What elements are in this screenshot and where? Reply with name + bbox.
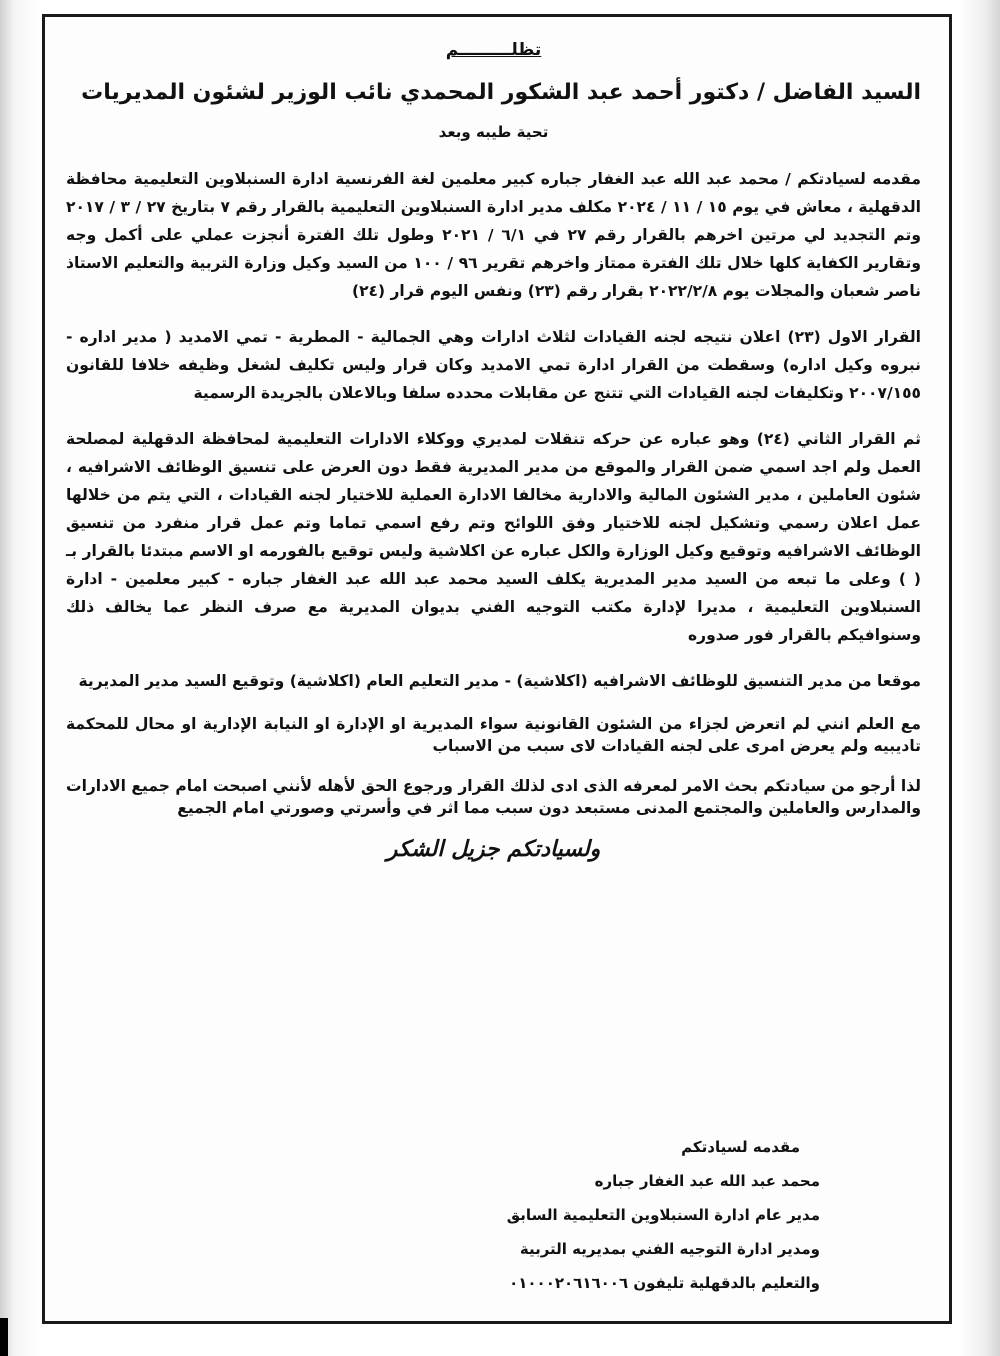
paragraph-signatures: موقعا من مدير التنسيق للوظائف الاشرافيه (اكلاشية) - مدير التعليم العام (اكلاشية) وتوقيع السيد مدير المديرية: [78, 672, 921, 690]
closing-thanks: ولسيادتكم جزيل الشكر: [386, 837, 601, 862]
signature-phone: والتعليم بالدقهلية تليفون ٠١٠٠٠٢٠٦١٦٠٠٦: [509, 1274, 820, 1292]
greeting-line: تحية طيبه وبعد: [438, 123, 549, 141]
addressee-line: السيد الفاضل / دكتور أحمد عبد الشكور المحمدي نائب الوزير لشئون المديريات: [81, 80, 921, 105]
paragraph-intro: مقدمه لسيادتكم / محمد عبد الله عبد الغفار جباره كبير معلمين لغة الفرنسية ادارة السنبلاوين التعليمية محافظة الدقهلية ، معاش في يوم ١٥ / ١١ / ٢٠٢٤ مكلف مدير ادارة السنبلاوين التعليمية بالقرار رقم ٧ بتاريخ ٢٧ / ٣ / ٢٠١٧ وتم التجديد لي مرتين اخرهم بالقرار رقم ٢٧ في ٦/١ / ٢٠٢١ وطول تلك الفترة أنجزت عملي على أكمل وجه وتقارير الكفاية كلها خلال تلك الفترة ممتاز واخرهم تقرير ٩٦ / ١٠٠ من السيد وكيل وزارة التربية والتعليم الاستاذ ناصر شعبان والمجلات يوم ٢٠٢٢/٢/٨ بقرار رقم (٢٣) ونفس اليوم قرار (٢٤): [66, 170, 921, 300]
scan-edge-mark: [0, 1318, 8, 1356]
letter-body: [66, 40, 921, 876]
signature-title-1: مدير عام ادارة السنبلاوين التعليمية السابق: [506, 1206, 820, 1224]
paragraph-no-penalty: مع العلم انني لم اتعرض لجزاء من الشئون القانونية سواء المديرية او الإدارة او النيابة الإدارية او محال للمحكمة تاديبيه ولم يعرض امرى على لجنه القيادات لاى سبب من الاسباب: [66, 715, 921, 755]
signature-block: [500, 1130, 820, 1300]
signature-submitted-by: مقدمه لسيادتكم: [681, 1138, 800, 1156]
paragraph-first-decision: القرار الاول (٢٣) اعلان نتيجه لجنه القيادات لثلاث ادارات وهي الجمالية - المطرية - تمي الامديد ( مدير اداره - نبروه وكيل اداره) وسقطت من القرار ادارة تمي الامديد وكان قرار وليس تكليف لشغل وظيفه خلافا للقانون ٢٠٠٧/١٥٥ وتكليفات لجنه القيادات التي تتنج عن مقابلات محدده سلفا وبالاعلان بالجريدة الرسمية: [66, 328, 921, 402]
signature-title-2: ومدير ادارة التوجيه الفني بمديريه التربية: [519, 1240, 820, 1258]
letter-title: تظلـــــــــم: [445, 40, 542, 60]
paragraph-request: لذا أرجو من سيادتكم بحث الامر لمعرفه الذى ادى لذلك القرار ورجوع الحق لأهله لأنني اصبحت امام جميع الادارات والمدارس والعاملين والمجتمع المدنى مستبعد دون سبب مما اثر في وأسرتي وصورتي امام الجميع: [66, 777, 921, 817]
signature-name: محمد عبد الله عبد الغفار جباره: [594, 1172, 820, 1190]
paragraph-second-decision: ثم القرار الثاني (٢٤) وهو عباره عن حركه تنقلات لمديري ووكلاء الادارات التعليمية لمحافظة الدقهلية لمصلحة العمل ولم اجد اسمي ضمن القرار والموقع من مدير المديرية فقط دون العرض على تنسيق الوظائف الاشرافيه ، شئون العاملين ، مدير الشئون المالية والادارية مخالفا الادارة العملية للاختيار لجنه القيادات ، التي يتم من خلالها عمل اعلان رسمي وتشكيل لجنه للاختيار وفق اللوائح وتم رفع اسمي تماما وتم عمل قرار منفرد من تنسيق الوظائف الاشرافيه وتوقيع وكيل الوزارة والكل عباره عن اكلاشية وليس توقيع بالفورمه او الاسم مبتدئا بالقرار بـ ( ) وعلى ما تبعه من السيد مدير المديرية يكلف السيد محمد عبد الله عبد الغفار جباره - كبير معلمين - ادارة السنبلاوين التعليمية ، مديرا لإدارة مكتب التوجيه الفني بديوان المديرية مع صرف النظر عما يخالف ذلك وسنوافيكم بالقرار فور صدوره: [66, 430, 921, 644]
